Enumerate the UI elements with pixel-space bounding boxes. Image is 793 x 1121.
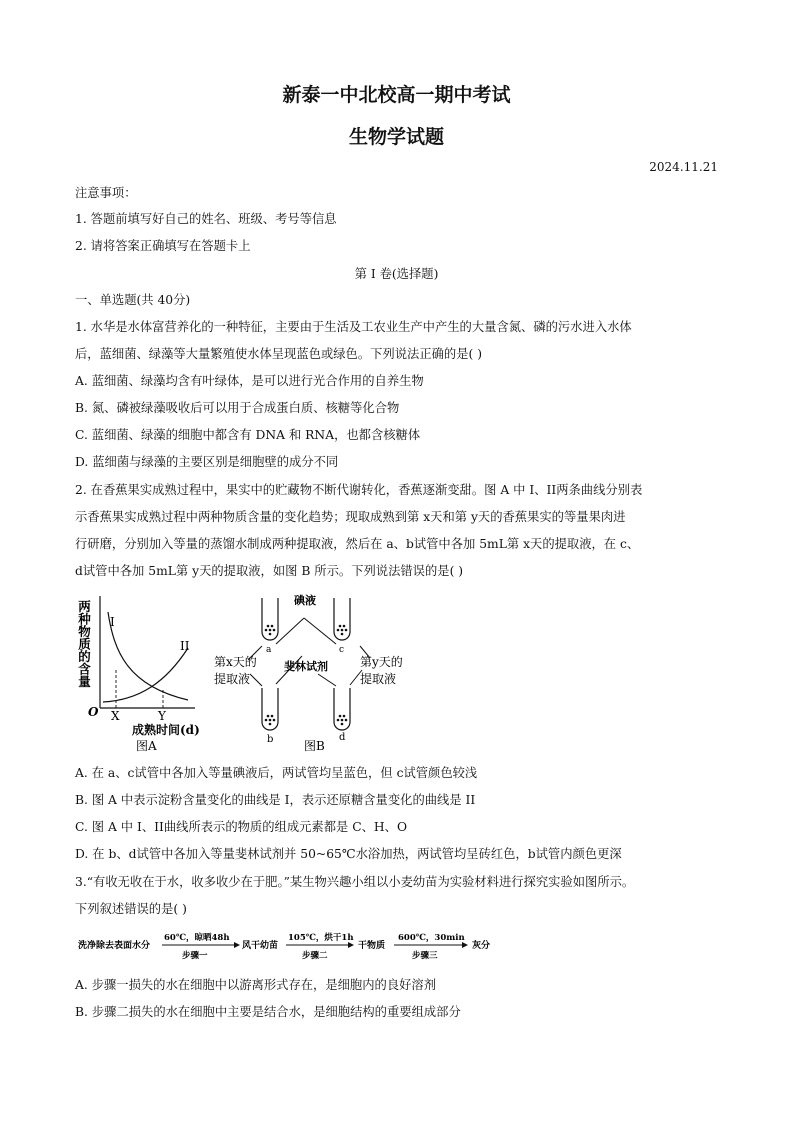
figure-a (70, 590, 210, 755)
flow-step-2: 步骤二 (302, 951, 328, 961)
fehling-label: 斐林试剂 (284, 660, 328, 673)
flow-mid-2: 干物质 (358, 941, 386, 951)
q2-option-a: A. 在 a、c试管中各加入等量碘液后，两试管均呈蓝色，但 c试管颜色较浅 (75, 766, 478, 780)
tube-d-label: d (339, 732, 346, 743)
q2-stem-line2: 示香蕉果实成熟过程中两种物质含量的变化趋势；现取成熟到第 x天和第 y天的香蕉果实的等量果肉进 (75, 510, 626, 524)
q2-stem-line1: 2. 在香蕉果实成熟过程中，果实中的贮藏物不断代谢转化，香蕉逐渐变甜。图 A 中 I、II两条曲线分别表 (75, 483, 643, 497)
flow-step-1: 步骤一 (182, 951, 208, 961)
figure-a-y-label: 两种物质的含量 (76, 600, 92, 688)
experiment-flow (76, 928, 506, 964)
x-tick-y: Y (158, 709, 166, 723)
figure-b (210, 590, 425, 755)
part-title: 一、单选题(共 40分) (75, 293, 191, 307)
volume-title: 第 I 卷(选择题) (354, 267, 439, 281)
q2-stem-line4: d试管中各加 5mL第 y天的提取液，如图 B 所示。下列说法错误的是( ) (75, 564, 464, 578)
exam-title: 新泰一中北校高一期中考试 (282, 84, 511, 106)
q2-option-c: C. 图 A 中 I、II曲线所表示的物质的组成元素都是 C、H、O (75, 820, 408, 834)
flow-step-3: 步骤三 (412, 951, 438, 961)
left-extract-line-bottom (250, 674, 262, 686)
notes-item-1: 1. 答题前填写好自己的姓名、班级、考号等信息 (75, 212, 337, 226)
right-extract-line2: 提取液 (360, 672, 397, 686)
origin-label: O (88, 705, 99, 719)
flow-cond-1: 60℃，晾晒48h (164, 933, 230, 943)
q3-option-a: A. 步骤一损失的水在细胞中以游离形式存在，是细胞内的良好溶剂 (75, 978, 437, 992)
subject-title: 生物学试题 (348, 126, 444, 148)
iodine-label: 碘液 (294, 594, 316, 607)
fehling-line-d (318, 674, 336, 686)
flow-arrowhead-3 (462, 942, 468, 948)
flow-start: 洗净除去表面水分 (78, 941, 151, 951)
figure-b-caption: 图B (304, 739, 325, 753)
tube-b (262, 688, 278, 730)
tube-c-label: c (339, 645, 345, 655)
tube-a-label: a (266, 645, 272, 655)
right-extract-line1: 第y天的 (360, 655, 403, 669)
q2-stem-line3: 行研磨，分别加入等量的蒸馏水制成两种提取液，然后在 a、b试管中各加 5mL第 x天的提取液，在 c、 (75, 537, 640, 551)
q1-stem-line1: 1. 水华是水体富营养化的一种特征，主要由于生活及工农业生产中产生的大量含氮、磷的污水进入水体 (75, 320, 632, 334)
iodine-line-c (304, 618, 336, 644)
curve-i (108, 612, 188, 700)
exam-date: 2024.11.21 (649, 160, 718, 174)
figure-a-x-label: 成熟时间(d) (132, 723, 200, 737)
tube-d (334, 688, 350, 730)
q3-option-b: B. 步骤二损失的水在细胞中主要是结合水，是细胞结构的重要组成部分 (75, 1005, 461, 1019)
left-extract-line2: 提取液 (214, 672, 251, 686)
tube-c (334, 598, 350, 640)
q1-option-d: D. 蓝细菌与绿藻的主要区别是细胞壁的成分不同 (75, 455, 339, 469)
flow-mid-1: 风干幼苗 (242, 941, 279, 951)
q1-option-c: C. 蓝细菌、绿藻的细胞中都含有 DNA 和 RNA，也都含核糖体 (75, 428, 421, 442)
flow-cond-3: 600℃，30min (398, 933, 465, 943)
curve-ii-label: II (180, 639, 190, 653)
notes-heading: 注意事项： (75, 186, 137, 200)
notes-item-2: 2. 请将答案正确填写在答题卡上 (75, 239, 251, 253)
left-extract-line1: 第x天的 (214, 655, 257, 669)
curve-i-label: I (110, 615, 115, 629)
q3-stem-line2: 下列叙述错误的是( ) (75, 902, 187, 916)
flow-end: 灰分 (472, 941, 491, 951)
tube-b-label: b (267, 734, 274, 745)
q2-option-b: B. 图 A 中表示淀粉含量变化的曲线是 I，表示还原糖含量变化的曲线是 II (75, 793, 476, 807)
q3-stem-line1: 3.“有收无收在于水，收多收少在于肥。”某生物兴趣小组以小麦幼苗为实验材料进行探究实验如图所示。 (75, 875, 635, 889)
figure-a-caption: 图A (136, 739, 157, 753)
tube-a (262, 598, 278, 640)
flow-cond-2: 105℃，烘干1h (288, 933, 354, 943)
q1-stem-line2: 后，蓝细菌、绿藻等大量繁殖使水体呈现蓝色或绿色。下列说法正确的是( ) (75, 347, 483, 361)
q1-option-a: A. 蓝细菌、绿藻均含有叶绿体，是可以进行光合作用的自养生物 (75, 374, 424, 388)
iodine-line-a (276, 618, 304, 644)
q2-option-d: D. 在 b、d试管中各加入等量斐林试剂并 50~65℃水浴加热，两试管均呈砖红色，b试管内颜色更深 (75, 847, 622, 861)
x-tick-x: X (111, 709, 120, 723)
flow-arrowhead-1 (234, 942, 240, 948)
q1-option-b: B. 氮、磷被绿藻吸收后可以用于合成蛋白质、核糖等化合物 (75, 401, 400, 415)
